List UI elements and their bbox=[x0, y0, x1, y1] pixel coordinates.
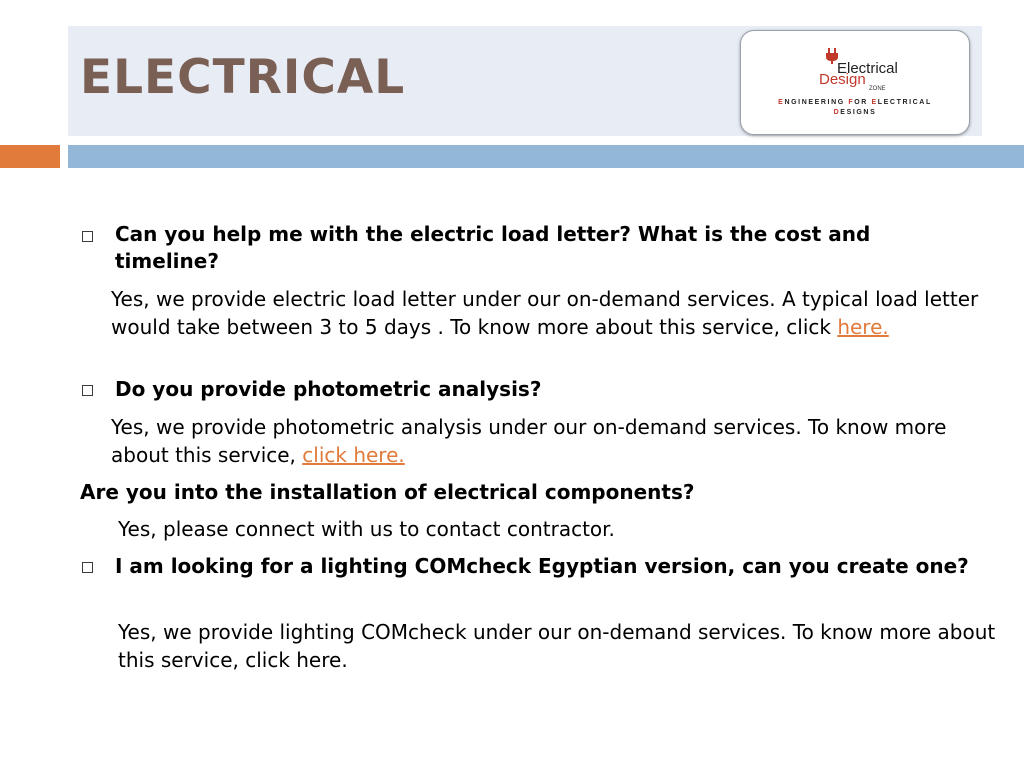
logo-word-zone: ZONE bbox=[869, 86, 886, 92]
faq-question-3: Are you into the installation of electrical components? bbox=[80, 480, 695, 504]
square-bullet-icon bbox=[82, 385, 93, 396]
slide-title: ELECTRICAL bbox=[80, 50, 406, 105]
faq-answer-4: Yes, we provide lighting COMcheck under our on-demand services. To know more about this service, click here. bbox=[118, 620, 996, 672]
logo-word-design: Design bbox=[819, 71, 866, 88]
square-bullet-icon bbox=[82, 562, 93, 573]
faq-question-4: I am looking for a lighting COMcheck Egyptian version, can you create one? bbox=[115, 554, 969, 578]
logo-tagline: ENGINEERING FOR ELECTRICAL DESIGNS bbox=[778, 99, 932, 116]
faq-question-2: Do you provide photometric analysis? bbox=[115, 377, 542, 401]
faq-answer-3: Yes, please connect with us to contact contractor. bbox=[118, 517, 615, 541]
photometric-click-here-link[interactable]: click here. bbox=[302, 443, 405, 467]
accent-bar-blue bbox=[68, 145, 1024, 168]
faq-answer-2: Yes, we provide photometric analysis under our on-demand services. To know more about this service, click here. bbox=[111, 415, 947, 467]
load-letter-here-link[interactable]: here. bbox=[837, 315, 889, 339]
square-bullet-icon bbox=[82, 231, 93, 242]
accent-bar-orange bbox=[0, 145, 60, 168]
company-logo bbox=[740, 30, 970, 135]
faq-question-1: Can you help me with the electric load letter? What is the cost and timeline? bbox=[115, 222, 871, 273]
logo-word-electrical: Electrical bbox=[837, 60, 898, 77]
faq-answer-1: Yes, we provide electric load letter under our on-demand services. A typical load letter would take between 3 to 5 days . To know more about this service, click here. bbox=[111, 287, 979, 339]
